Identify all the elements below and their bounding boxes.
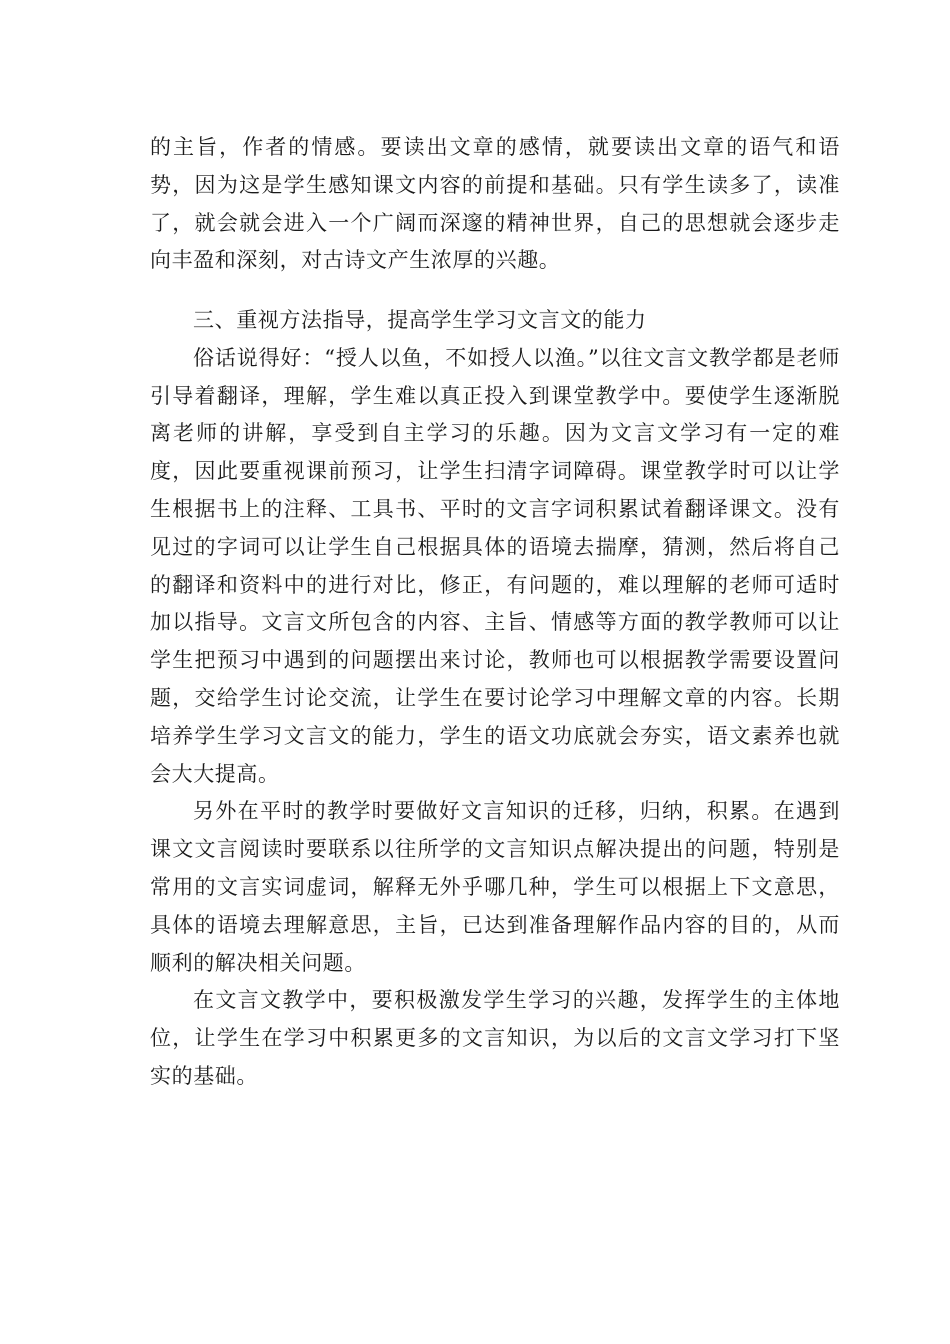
continued-section <box>150 129 840 280</box>
body-paragraph: 另外在平时的教学时要做好文言知识的迁移，归纳，积累。在遇到课文文言阅读时要联系以往所学的文言知识点解决提出的问题，特别是常用的文言实词虚词，解释无外乎哪几种，学生可以根据上下文意思，具体的语境去理解意思，主旨，已达到准备理解作品内容的目的，从而顺利的解决相关问题。 <box>150 799 840 975</box>
section-heading: 三、重视方法指导，提高学生学习文言文的能力 <box>193 308 647 332</box>
body-paragraph: 俗话说得好：“授人以鱼，不如授人以渔。”以往文言文教学都是老师引导着翻译，理解，学生难以真正投入到课堂教学中。要使学生逐渐脱离老师的讲解，享受到自主学习的乐趣。因为文言文学习有一定的难度，因此要重视课前预习，让学生扫清字词障碍。课堂教学时可以让学生根据书上的注释、工具书、平时的文言字词积累试着翻译课文。没有见过的字词可以让学生自己根据具体的语境去揣摩，猜测，然后将自己的翻译和资料中的进行对比，修正，有问题的，难以理解的老师可适时加以指导。文言文所包含的内容、主旨、情感等方面的教学教师可以让学生把预习中遇到的问题摆出来讨论，教师也可以根据教学需要设置问题，交给学生讨论交流，让学生在要讨论学习中理解文章的内容。长期培养学生学习文言文的能力，学生的语文功底就会夯实，语文素养也就会大大提高。 <box>150 345 840 786</box>
method-guidance-section <box>150 302 840 1096</box>
continued-paragraph: 的主旨，作者的情感。要读出文章的感情，就要读出文章的语气和语势，因为这是学生感知课文内容的前提和基础。只有学生读多了，读准了，就会就会进入一个广阔而深邃的精神世界，自己的思想就会逐步走向丰盈和深刻，对古诗文产生浓厚的兴趣。 <box>150 135 840 273</box>
body-paragraph: 在文言文教学中，要积极激发学生学习的兴趣，发挥学生的主体地位，让学生在学习中积累更多的文言知识，为以后的文言文学习打下坚实的基础。 <box>150 988 840 1088</box>
